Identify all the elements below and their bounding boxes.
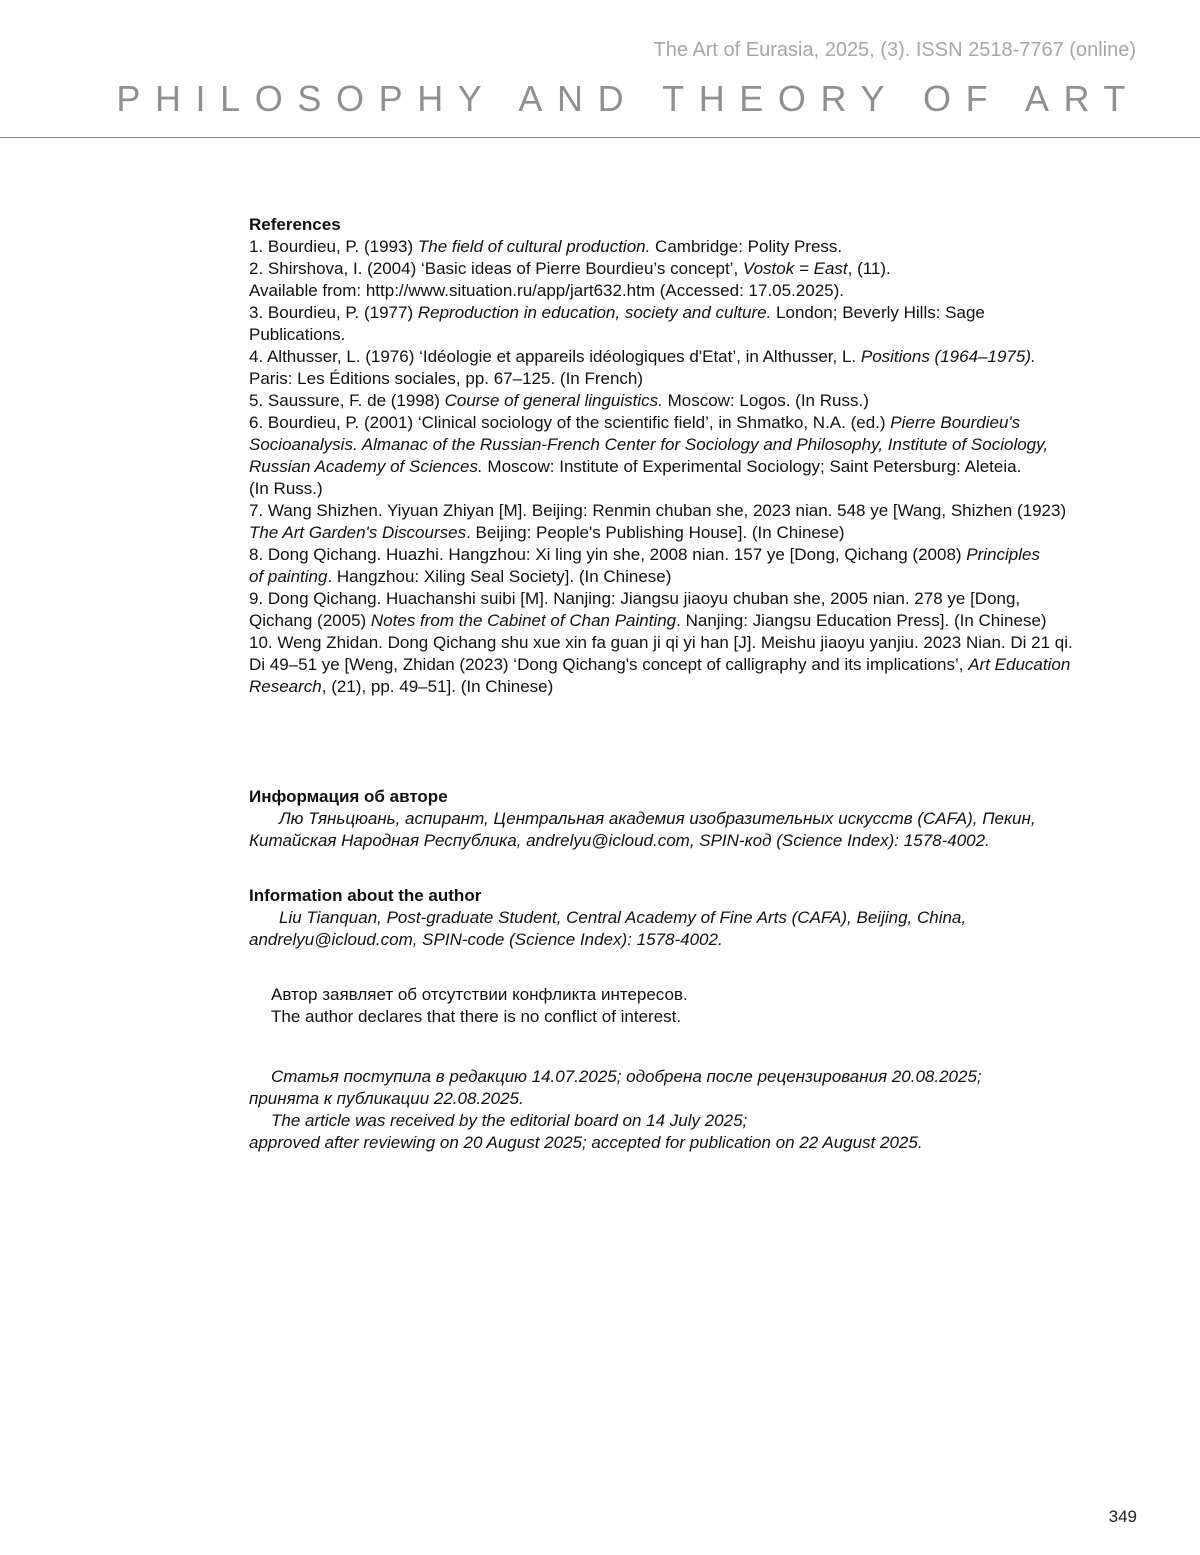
dates-ru-line: Статья поступила в редакцию 14.07.2025; одобрена после рецензирования 20.08.2025; (271, 1067, 982, 1086)
reference-item: 5. Saussure, F. de (1998) Course of general linguistics. Moscow: Logos. (In Russ.) (249, 391, 869, 410)
references-heading: References (249, 215, 341, 234)
reference-item: 1. Bourdieu, P. (1993) The field of cultural production. Cambridge: Polity Press. (249, 237, 843, 256)
section-title: PHILOSOPHY AND THEORY OF ART (116, 78, 1140, 119)
article-dates (249, 1066, 1149, 1154)
reference-item-cont: Research, (21), pp. 49–51]. (In Chinese) (249, 677, 554, 696)
author-info-ru-line: Лю Тяньцюань, аспирант, Центральная академия изобразительных искусств (CAFA), Пекин, (279, 809, 1036, 828)
conflict-en: The author declares that there is no conflict of interest. (271, 1007, 682, 1026)
conflict-statement (249, 984, 1149, 1028)
conflict-ru: Автор заявляет об отсутствии конфликта интересов. (271, 985, 688, 1004)
reference-item: 7. Wang Shizhen. Yiyuan Zhiyan [M]. Beijing: Renmin chuban she, 2023 nian. 548 ye [Wang, Shizhen (1923) (249, 501, 1067, 520)
reference-item: 8. Dong Qichang. Huazhi. Hangzhou: Xi ling yin she, 2008 nian. 157 ye [Dong, Qichang (2008) Principles (249, 545, 1040, 564)
reference-item: 2. Shirshova, I. (2004) ‘Basic ideas of Pierre Bourdieu’s concept’, Vostok = East, (11). (249, 259, 891, 278)
reference-item: 10. Weng Zhidan. Dong Qichang shu xue xin fa guan ji qi yi han [J]. Meishu jiaoyu yanjiu. 2023 Nian. Di 21 qi. (249, 633, 1073, 652)
dates-en-line: approved after reviewing on 20 August 2025; accepted for publication on 22 August 2025. (249, 1133, 923, 1152)
reference-item: 9. Dong Qichang. Huachanshi suibi [M]. Nanjing: Jiangsu jiaoyu chuban she, 2005 nian. 278 ye [Dong, (249, 589, 1021, 608)
author-info-en (249, 885, 1149, 951)
references-section (249, 214, 1149, 698)
reference-item-cont: of painting. Hangzhou: Xiling Seal Society]. (In Chinese) (249, 567, 672, 586)
author-info-en-heading: Information about the author (249, 886, 482, 905)
author-info-en-line: andrelyu@icloud.com, SPIN-code (Science Index): 1578-4002. (249, 930, 723, 949)
author-info-ru-line: Китайская Народная Республика, andrelyu@icloud.com, SPIN-код (Science Index): 1578-4002. (249, 831, 990, 850)
reference-item-cont: Socioanalysis. Almanac of the Russian-French Center for Sociology and Philosophy, Institute of Sociology, (249, 435, 1049, 454)
dates-ru-line: принята к публикации 22.08.2025. (249, 1089, 524, 1108)
reference-item-cont: Available from: http://www.situation.ru/app/jart632.htm (Accessed: 17.05.2025). (249, 281, 844, 300)
reference-item-cont: The Art Garden's Discourses. Beijing: People's Publishing House]. (In Chinese) (249, 523, 845, 542)
reference-item: 4. Althusser, L. (1976) ‘Idéologie et appareils idéologiques d'Etat’, in Althusser, L. Positions (1964–1975). (249, 347, 1036, 366)
author-info-ru (249, 786, 1149, 852)
reference-item-cont: Di 49–51 ye [Weng, Zhidan (2023) ‘Dong Qichang's concept of calligraphy and its implications’, Art Education (249, 655, 1071, 674)
author-info-en-line: Liu Tianquan, Post-graduate Student, Central Academy of Fine Arts (CAFA), Beijing, China, (279, 908, 967, 927)
dates-en-line: The article was received by the editorial board on 14 July 2025; (271, 1111, 748, 1130)
header-divider (0, 137, 1200, 138)
reference-item-cont: Russian Academy of Sciences. Moscow: Institute of Experimental Sociology; Saint Petersburg: Aleteia. (249, 457, 1022, 476)
page-number: 349 (1108, 1507, 1137, 1526)
reference-item-cont: (In Russ.) (249, 479, 323, 498)
journal-citation: The Art of Eurasia, 2025, (3). ISSN 2518-7767 (online) (653, 39, 1136, 61)
reference-item-cont: Qichang (2005) Notes from the Cabinet of Chan Painting. Nanjing: Jiangsu Education Press]. (In Chinese) (249, 611, 1047, 630)
main-content (249, 214, 1149, 1154)
reference-item-cont: Paris: Les Éditions sociales, pp. 67–125. (In French) (249, 369, 644, 388)
reference-item-cont: Publications. (249, 325, 346, 344)
reference-item: 6. Bourdieu, P. (2001) ‘Clinical sociology of the scientific field’, in Shmatko, N.A. (ed.) Pierre Bourdieu's (249, 413, 1021, 432)
reference-item: 3. Bourdieu, P. (1977) Reproduction in education, society and culture. London; Beverly Hills: Sage (249, 303, 985, 322)
author-info-ru-heading: Информация об авторе (249, 787, 448, 806)
